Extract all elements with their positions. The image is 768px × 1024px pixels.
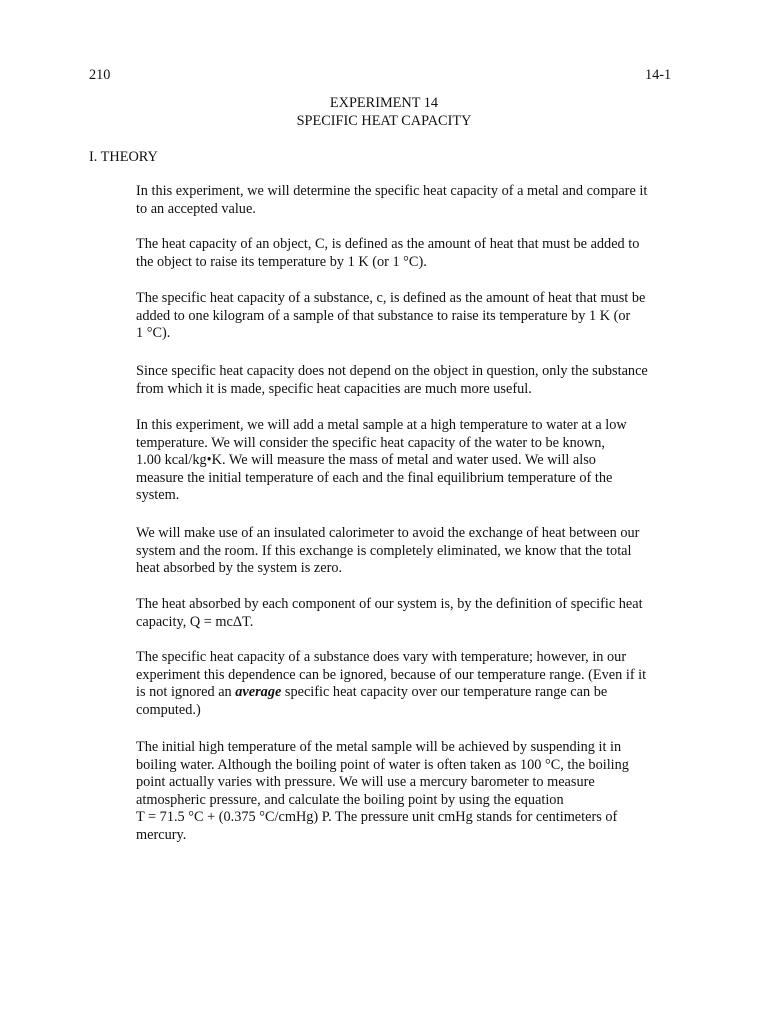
paragraph-usefulness [136, 363, 681, 398]
text-line: The heat absorbed by each component of our system is, by the definition of specific heat [136, 596, 643, 612]
text-line: In this experiment, we will add a metal sample at a high temperature to water at a low [136, 417, 627, 433]
text-line: The specific heat capacity of a substance, c, is defined as the amount of heat that must be [136, 290, 646, 306]
page-number-right: 14-1 [645, 67, 672, 83]
text-line: The heat capacity of an object, C, is defined as the amount of heat that must be added to [136, 236, 640, 252]
text-line: capacity, Q = mcΔT. [136, 613, 254, 630]
text-line: system and the room. If this exchange is completely eliminated, we know that the total [136, 542, 632, 559]
paragraph-calorimeter [136, 525, 681, 578]
text-line: atmospheric pressure, and calculate the boiling point by using the equation [136, 791, 564, 808]
text-line: The initial high temperature of the metal sample will be achieved by suspending it in [136, 739, 622, 755]
experiment-title: SPECIFIC HEAT CAPACITY [296, 113, 472, 129]
text-line: boiling water. Although the boiling point of water is often taken as 100 °C, the boiling [136, 756, 629, 773]
text-line [136, 684, 681, 702]
text-line: measure the initial temperature of each and the final equilibrium temperature of the [136, 469, 613, 486]
text-line: to an accepted value. [136, 200, 256, 217]
text-line: computed.) [136, 701, 201, 718]
text-segment: is not ignored an [136, 684, 236, 701]
text-line: experiment this dependence can be ignored, because of our temperature range. (Even if it [136, 666, 647, 683]
text-line: point actually varies with pressure. We will use a mercury barometer to measure [136, 774, 595, 791]
text-line: the object to raise its temperature by 1 K (or 1 °C). [136, 253, 427, 270]
experiment-number: EXPERIMENT 14 [329, 95, 439, 111]
text-line: Since specific heat capacity does not depend on the object in question, only the substance [136, 363, 648, 379]
text-line: system. [136, 487, 180, 504]
text-line: temperature. We will consider the specific heat capacity of the water to be known, [136, 434, 606, 451]
text-segment: specific heat capacity over our temperature range can be [281, 684, 608, 701]
text-line: mercury. [136, 826, 187, 843]
section-heading: I. THEORY [89, 149, 158, 165]
text-line: T = 71.5 °C + (0.375 °C/cmHg) P. The pressure unit cmHg stands for centimeters of [136, 809, 618, 826]
paragraph-specific-heat [136, 290, 681, 343]
paragraph-intro [136, 183, 681, 218]
text-line: 1 °C). [136, 325, 171, 342]
text-line: added to one kilogram of a sample of that substance to raise its temperature by 1 K (or [136, 307, 631, 324]
text-line: We will make use of an insulated calorimeter to avoid the exchange of heat between our [136, 525, 640, 541]
paragraph-procedure [136, 417, 681, 505]
text-line: In this experiment, we will determine the specific heat capacity of a metal and compare it [136, 183, 648, 199]
page-number-left: 210 [89, 67, 111, 83]
text-line: heat absorbed by the system is zero. [136, 560, 343, 577]
document-title [0, 94, 768, 130]
text-line: The specific heat capacity of a substance does vary with temperature; however, in our [136, 649, 627, 665]
paragraph-heat-capacity [136, 236, 681, 271]
text-line: from which it is made, specific heat capacities are much more useful. [136, 380, 532, 397]
text-line: 1.00 kcal/kg•K. We will measure the mass of metal and water used. We will also [136, 452, 596, 469]
paragraph-boiling-point [136, 739, 681, 845]
emphasis-average: average [235, 684, 282, 701]
paragraph-temperature-dependence [136, 649, 681, 719]
paragraph-heat-absorbed [136, 596, 681, 631]
